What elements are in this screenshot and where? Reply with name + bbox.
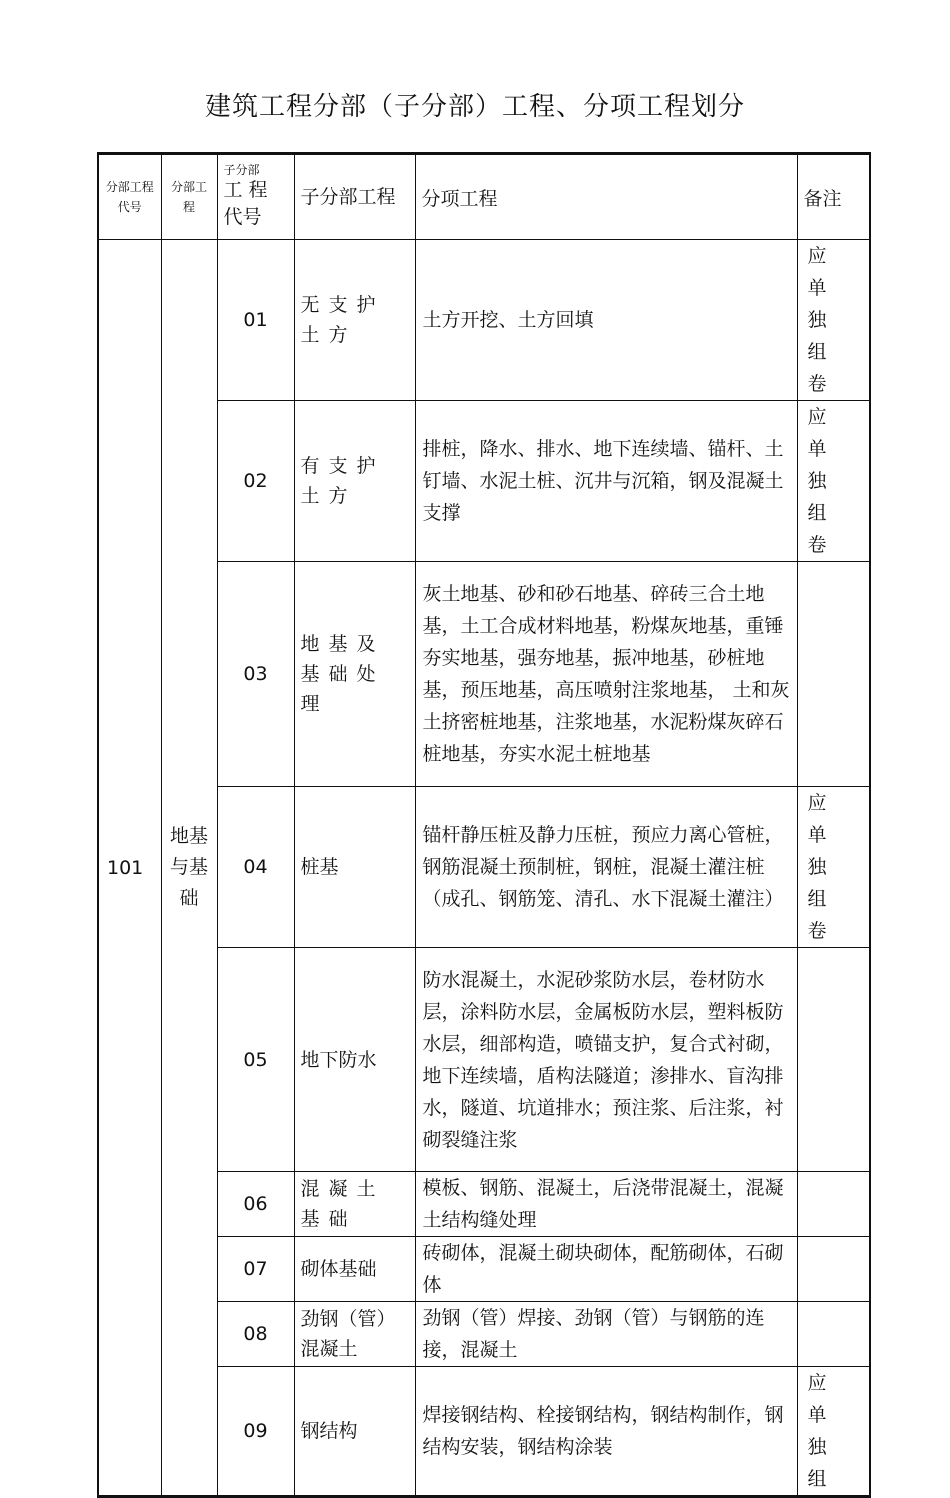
division-name-cell: 地基与基础 xyxy=(161,240,217,1497)
subdivision-code: 03 xyxy=(217,562,294,787)
subdivision-name: 无支护土方 xyxy=(294,240,415,401)
subdivision-code: 07 xyxy=(217,1237,294,1302)
subdivision-name: 砌体基础 xyxy=(294,1237,415,1302)
subdivision-code: 08 xyxy=(217,1302,294,1367)
note-cell: 应单独组卷 xyxy=(797,401,870,562)
header-subdivision-code-label: 工 程 代号 xyxy=(223,179,268,228)
header-subdivision-name: 子分部工程 xyxy=(294,154,415,240)
note-cell xyxy=(797,562,870,787)
subdivision-code: 05 xyxy=(217,948,294,1172)
item-list: 劲钢（管）焊接、劲钢（管）与钢筋的连接，混凝土 xyxy=(415,1302,797,1367)
item-list: 模板、钢筋、混凝土，后浇带混凝土，混凝土结构缝处理 xyxy=(415,1172,797,1237)
division-code-cell: 101 xyxy=(98,240,161,1497)
header-items: 分项工程 xyxy=(415,154,797,240)
subdivision-code: 04 xyxy=(217,787,294,948)
subdivision-code: 09 xyxy=(217,1367,294,1497)
note-cell: 应单独组卷 xyxy=(797,787,870,948)
division-table xyxy=(97,152,871,1498)
subdivision-code: 02 xyxy=(217,401,294,562)
note-cell xyxy=(797,948,870,1172)
subdivision-name: 混凝土基础 xyxy=(294,1172,415,1237)
item-list: 焊接钢结构、栓接钢结构，钢结构制作，钢结构安装，钢结构涂装 xyxy=(415,1367,797,1497)
item-list: 锚杆静压桩及静力压桩，预应力离心管桩，钢筋混凝土预制桩，钢桩，混凝土灌注桩（成孔、钢筋笼、清孔、水下混凝土灌注） xyxy=(415,787,797,948)
table-row xyxy=(98,240,870,401)
header-subdivision-code-small: 子分部 xyxy=(223,163,260,177)
table-header-row xyxy=(98,154,870,240)
item-list: 防水混凝土，水泥砂浆防水层，卷材防水层，涂料防水层，金属板防水层，塑料板防水层，细部构造，喷锚支护，复合式衬砌，地下连续墙，盾构法隧道；渗排水、盲沟排水，隧道、坑道排水；预注浆、后注浆，衬砌裂缝注浆 xyxy=(415,948,797,1172)
header-division-code: 分部工程代号 xyxy=(98,154,161,240)
subdivision-name: 钢结构 xyxy=(294,1367,415,1497)
subdivision-code: 01 xyxy=(217,240,294,401)
subdivision-code: 06 xyxy=(217,1172,294,1237)
note-cell: 应单独组 xyxy=(797,1367,870,1497)
subdivision-name: 劲钢（管）混凝土 xyxy=(294,1302,415,1367)
item-list: 排桩，降水、排水、地下连续墙、锚杆、土钉墙、水泥土桩、沉井与沉箱，钢及混凝土支撑 xyxy=(415,401,797,562)
note-cell xyxy=(797,1172,870,1237)
note-cell xyxy=(797,1237,870,1302)
note-cell xyxy=(797,1302,870,1367)
header-note: 备注 xyxy=(797,154,870,240)
header-subdivision-code xyxy=(217,154,294,240)
header-division-name: 分部工程 xyxy=(161,154,217,240)
note-cell: 应单独组卷 xyxy=(797,240,870,401)
document-title: 建筑工程分部（子分部）工程、分项工程划分 xyxy=(204,92,745,122)
subdivision-name: 地基及基础处理 xyxy=(294,562,415,787)
subdivision-name: 地下防水 xyxy=(294,948,415,1172)
item-list: 土方开挖、土方回填 xyxy=(415,240,797,401)
item-list: 灰土地基、砂和砂石地基、碎砖三合土地基，土工合成材料地基，粉煤灰地基，重锤夯实地基，强夯地基，振冲地基，砂桩地基，预压地基，高压喷射注浆地基， 土和灰土挤密桩地基，注浆地基，水泥粉煤灰碎石桩地基，夯实水泥土桩地基 xyxy=(415,562,797,787)
subdivision-name: 桩基 xyxy=(294,787,415,948)
subdivision-name: 有支护土方 xyxy=(294,401,415,562)
item-list: 砖砌体，混凝土砌块砌体，配筋砌体，石砌体 xyxy=(415,1237,797,1302)
